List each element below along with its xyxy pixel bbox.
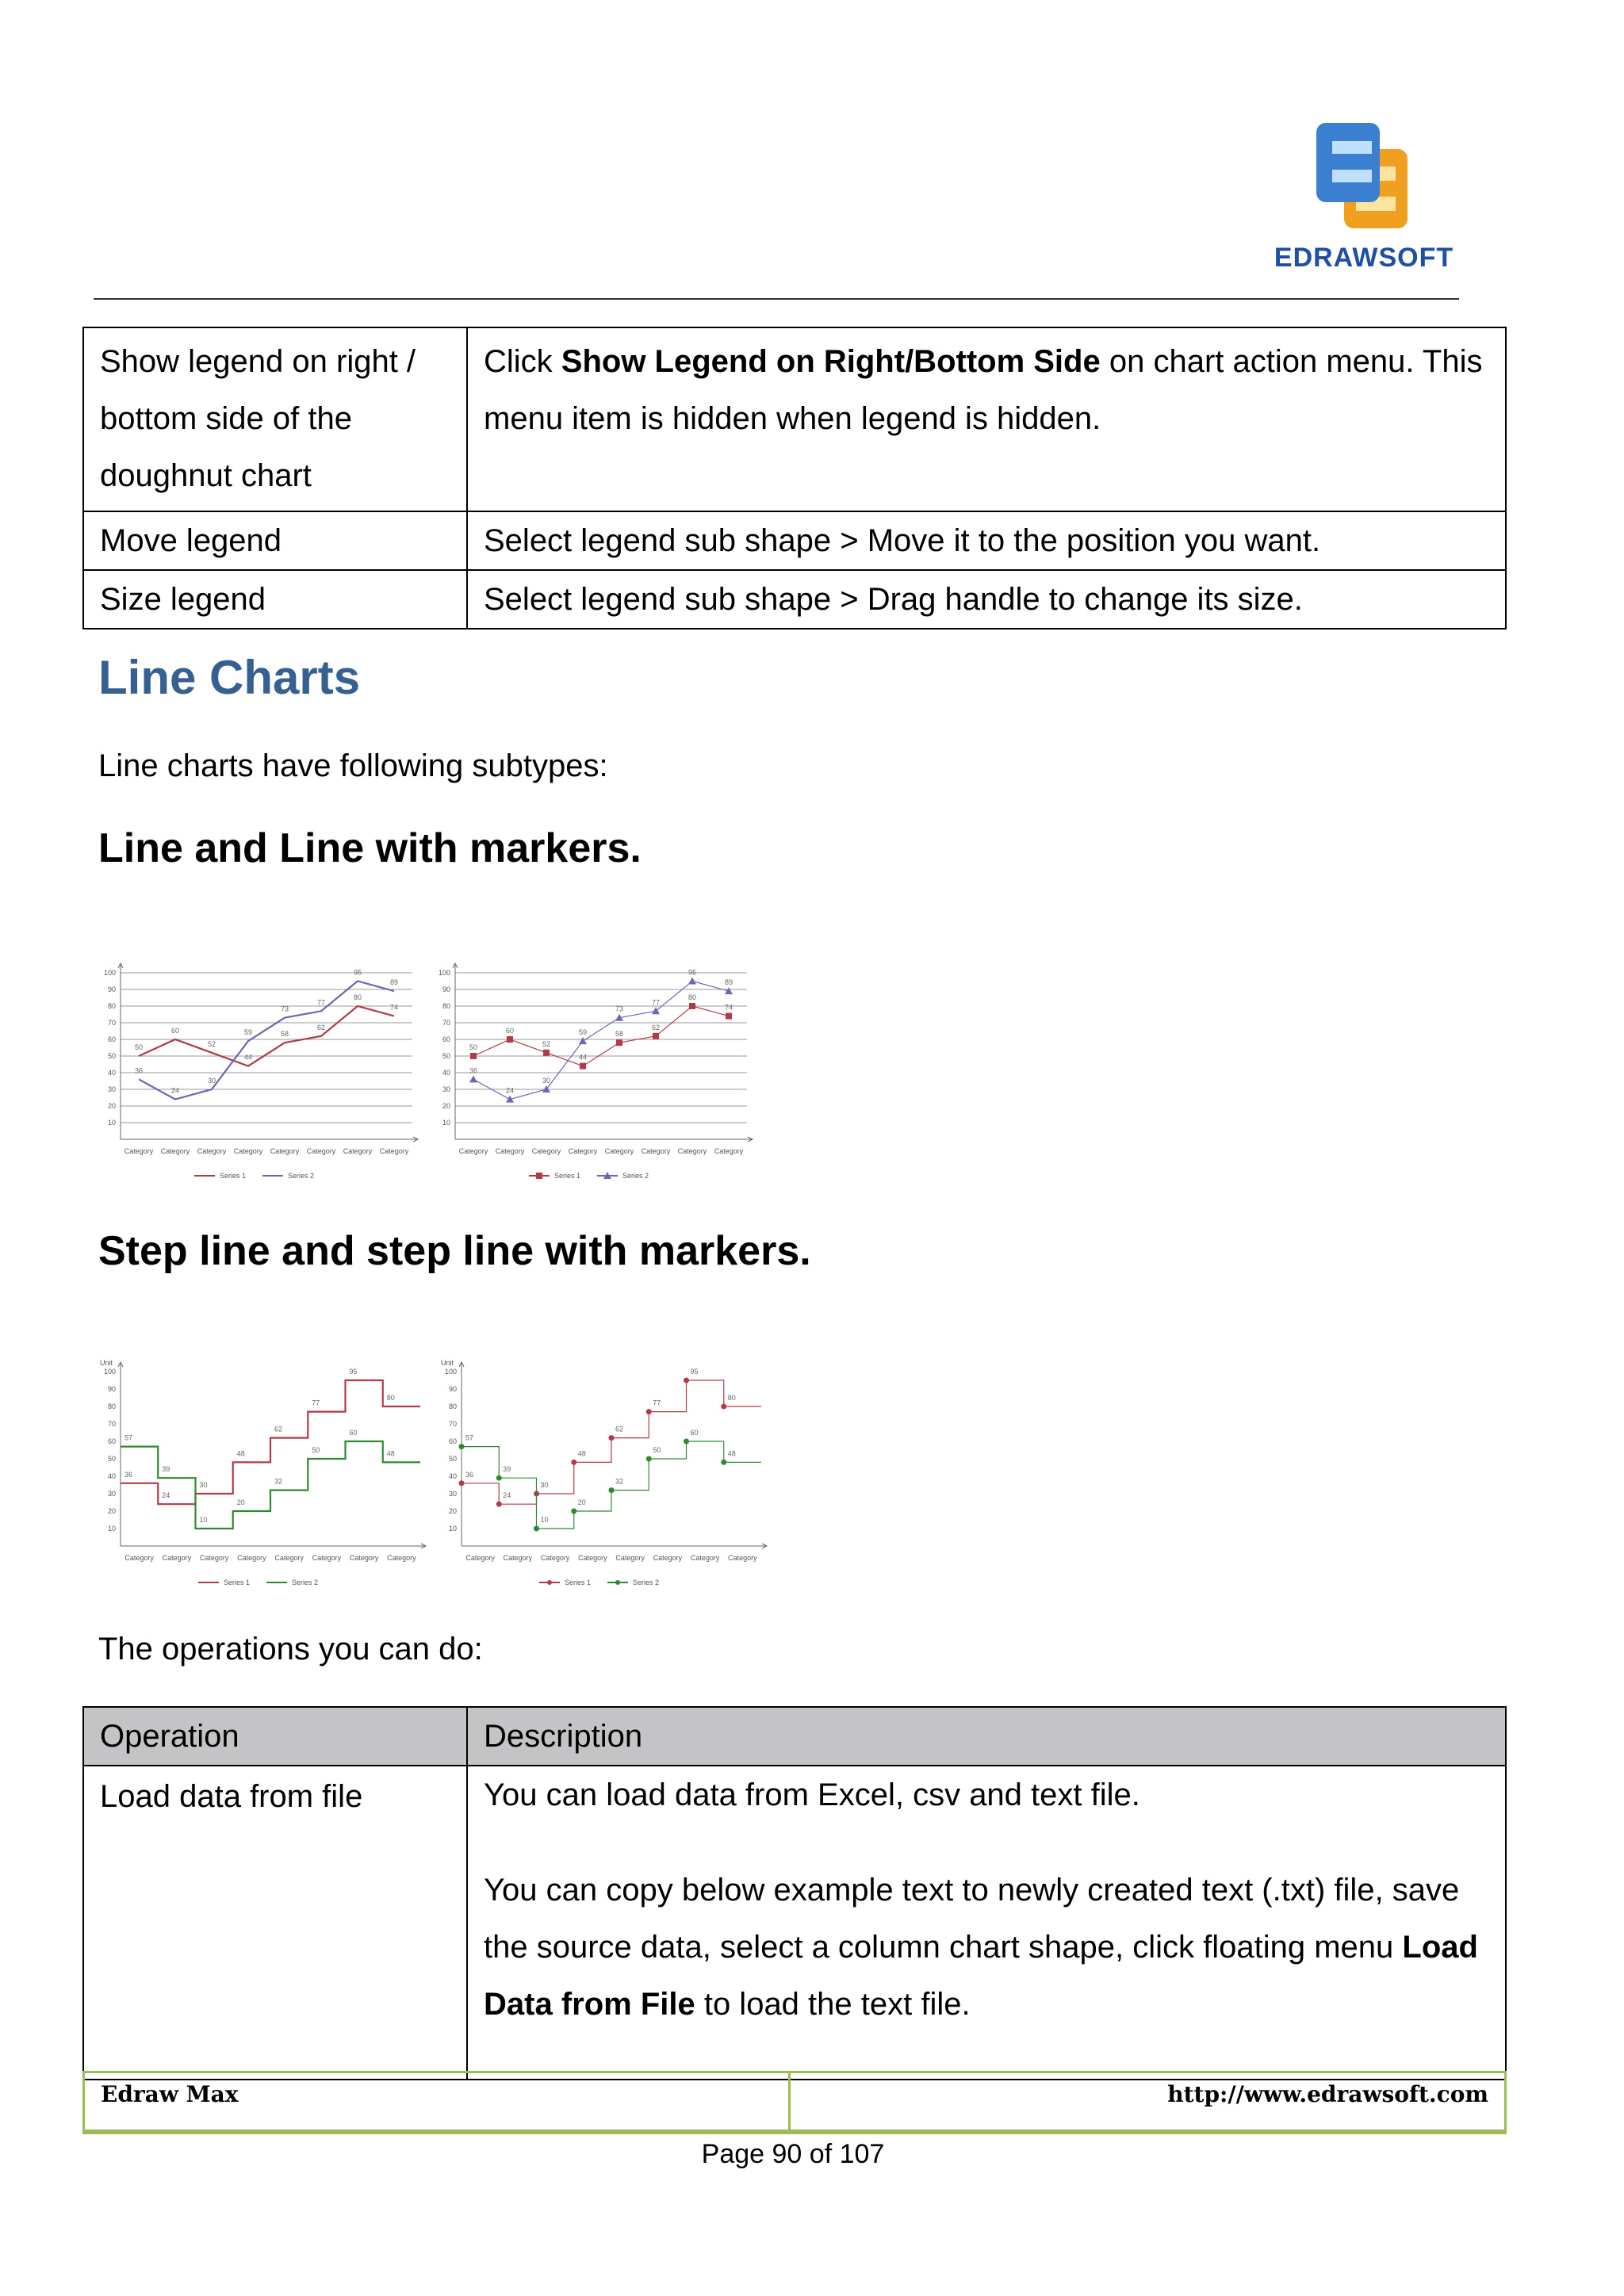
description-cell: Select legend sub shape > Move it to the position you want. bbox=[467, 511, 1506, 570]
data-point bbox=[726, 1013, 732, 1020]
data-label: 30 bbox=[199, 1481, 208, 1489]
footer-url[interactable]: http://www.edrawsoft.com bbox=[1167, 2081, 1488, 2107]
data-point bbox=[571, 1509, 576, 1514]
data-point bbox=[543, 1050, 550, 1056]
legend-label: Series 1 bbox=[220, 1172, 247, 1180]
x-tick-label: Category bbox=[728, 1554, 757, 1562]
page-number: Page 90 of 107 bbox=[701, 2139, 885, 2169]
data-point bbox=[507, 1036, 513, 1043]
data-point bbox=[684, 1439, 689, 1445]
data-label: 32 bbox=[615, 1477, 624, 1486]
x-tick-label: Category bbox=[641, 1147, 671, 1155]
data-label: 52 bbox=[207, 1039, 216, 1048]
data-point bbox=[721, 1460, 726, 1465]
data-label: 30 bbox=[540, 1481, 549, 1489]
data-label: 73 bbox=[280, 1004, 289, 1013]
intro-text: Line charts have following subtypes: bbox=[98, 748, 608, 783]
x-tick-label: Category bbox=[503, 1554, 533, 1562]
y-tick-label: 60 bbox=[448, 1437, 457, 1445]
data-label: 59 bbox=[578, 1028, 588, 1037]
footer-product: Edraw Max bbox=[85, 2073, 791, 2130]
x-tick-label: Category bbox=[270, 1147, 300, 1155]
edrawsoft-logo bbox=[1269, 119, 1459, 274]
x-tick-label: Category bbox=[465, 1554, 495, 1562]
x-tick-label: Category bbox=[714, 1147, 744, 1155]
x-tick-label: Category bbox=[197, 1147, 227, 1155]
data-label: 80 bbox=[353, 993, 362, 1001]
data-point bbox=[470, 1053, 477, 1059]
description-paragraph: You can copy below example text to newly created text (.txt) file, save the source data, select a column chart shape, click floating menu Load Data from File to load the text file. bbox=[484, 1873, 1478, 2022]
data-label: 80 bbox=[386, 1394, 395, 1402]
data-label: 24 bbox=[503, 1491, 511, 1500]
y-tick-label: 20 bbox=[107, 1507, 116, 1515]
x-tick-label: Category bbox=[124, 1554, 154, 1562]
y-tick-label: 20 bbox=[442, 1102, 450, 1110]
data-point bbox=[646, 1456, 652, 1462]
legend-label: Series 2 bbox=[622, 1172, 649, 1180]
logo-text: EDRAWSOFT bbox=[1274, 243, 1454, 273]
x-tick-label: Category bbox=[458, 1147, 488, 1155]
x-tick-label: Category bbox=[343, 1147, 373, 1155]
legend-label: Series 1 bbox=[565, 1578, 592, 1586]
table-row bbox=[83, 570, 1506, 629]
y-tick-label: 10 bbox=[107, 1525, 116, 1533]
data-label: 36 bbox=[469, 1066, 478, 1075]
data-point bbox=[496, 1502, 502, 1507]
x-tick-label: Category bbox=[124, 1147, 154, 1155]
y-tick-label: 40 bbox=[107, 1069, 116, 1077]
heading-line-markers: Line and Line with markers. bbox=[98, 825, 642, 871]
data-point bbox=[496, 1475, 502, 1481]
data-label: 59 bbox=[243, 1028, 253, 1037]
step-line-with-markers-chart bbox=[436, 1354, 769, 1600]
data-label: 48 bbox=[727, 1449, 736, 1458]
line-with-markers-chart bbox=[430, 955, 755, 1193]
edrawsoft-logo-icon bbox=[1308, 119, 1419, 238]
y-tick-label: 40 bbox=[442, 1069, 450, 1077]
y-axis-label: Unit bbox=[441, 1359, 454, 1367]
y-tick-label: 50 bbox=[107, 1052, 116, 1060]
data-label: 39 bbox=[162, 1465, 170, 1474]
data-label: 48 bbox=[236, 1449, 245, 1458]
y-tick-label: 90 bbox=[107, 1385, 116, 1393]
data-label: 30 bbox=[207, 1077, 216, 1085]
data-label: 57 bbox=[124, 1433, 133, 1442]
data-point bbox=[653, 1033, 659, 1039]
y-tick-label: 30 bbox=[107, 1490, 116, 1498]
data-label: 77 bbox=[653, 1399, 661, 1407]
data-label: 89 bbox=[389, 978, 399, 987]
legend-label: Series 2 bbox=[633, 1578, 660, 1586]
x-tick-label: Category bbox=[677, 1147, 707, 1155]
data-point bbox=[688, 978, 696, 985]
data-point bbox=[459, 1480, 465, 1486]
x-tick-label: Category bbox=[540, 1554, 570, 1562]
data-point bbox=[689, 1003, 695, 1009]
data-label: 36 bbox=[124, 1470, 133, 1479]
data-label: 48 bbox=[386, 1449, 395, 1458]
table-row bbox=[83, 511, 1506, 570]
y-tick-label: 10 bbox=[107, 1119, 116, 1127]
y-tick-label: 90 bbox=[448, 1385, 457, 1393]
y-tick-label: 10 bbox=[448, 1525, 457, 1533]
x-tick-label: Category bbox=[233, 1147, 263, 1155]
y-tick-label: 60 bbox=[107, 1035, 116, 1043]
data-label: 20 bbox=[236, 1498, 245, 1506]
data-label: 60 bbox=[505, 1027, 515, 1035]
series-line bbox=[139, 1006, 394, 1066]
x-tick-label: Category bbox=[387, 1554, 416, 1562]
data-label: 89 bbox=[724, 978, 733, 987]
page-footer bbox=[82, 2071, 1507, 2134]
data-label: 50 bbox=[653, 1446, 661, 1454]
data-label: 62 bbox=[274, 1425, 283, 1433]
x-tick-label: Category bbox=[306, 1147, 336, 1155]
operation-cell: Load data from file bbox=[83, 1766, 467, 2080]
data-label: 95 bbox=[353, 968, 362, 977]
y-tick-label: 50 bbox=[448, 1455, 457, 1463]
x-tick-label: Category bbox=[349, 1554, 379, 1562]
y-tick-label: 30 bbox=[107, 1085, 116, 1093]
data-label: 20 bbox=[577, 1498, 586, 1506]
legend-label: Series 1 bbox=[554, 1172, 581, 1180]
data-label: 73 bbox=[615, 1004, 624, 1013]
legend-operations-table bbox=[82, 327, 1507, 629]
data-point bbox=[459, 1444, 465, 1449]
data-point bbox=[609, 1487, 615, 1493]
y-tick-label: 100 bbox=[103, 969, 116, 977]
header-operation: Operation bbox=[83, 1707, 467, 1766]
x-tick-label: Category bbox=[690, 1554, 720, 1562]
y-tick-label: 90 bbox=[107, 985, 116, 993]
data-point bbox=[571, 1460, 576, 1465]
x-tick-label: Category bbox=[160, 1147, 190, 1155]
x-tick-label: Category bbox=[162, 1554, 192, 1562]
data-point bbox=[579, 1037, 587, 1044]
y-tick-label: 80 bbox=[442, 1002, 450, 1010]
y-tick-label: 80 bbox=[107, 1002, 116, 1010]
step-line-chart bbox=[95, 1354, 428, 1600]
heading-step-line: Step line and step line with markers. bbox=[98, 1228, 811, 1274]
data-label: 39 bbox=[503, 1465, 511, 1474]
x-tick-label: Category bbox=[568, 1147, 598, 1155]
y-tick-label: 100 bbox=[438, 969, 450, 977]
data-label: 50 bbox=[469, 1043, 478, 1051]
operations-table bbox=[82, 1706, 1507, 2080]
data-label: 62 bbox=[651, 1023, 661, 1031]
description-cell: Click Show Legend on Right/Bottom Side on chart action menu. This menu item is hidden when legend is hidden. bbox=[467, 327, 1506, 511]
legend-marker bbox=[615, 1580, 620, 1585]
section-title: Line Charts bbox=[98, 651, 361, 704]
description-line: You can load data from Excel, csv and text file. bbox=[484, 1777, 1140, 1812]
legend-marker bbox=[547, 1580, 552, 1585]
data-label: 62 bbox=[316, 1023, 326, 1031]
data-label: 77 bbox=[316, 998, 326, 1007]
y-tick-label: 60 bbox=[442, 1035, 450, 1043]
x-tick-label: Category bbox=[312, 1554, 342, 1562]
data-point bbox=[616, 1039, 622, 1046]
data-label: 60 bbox=[349, 1429, 358, 1437]
y-tick-label: 30 bbox=[448, 1490, 457, 1498]
y-axis-label: Unit bbox=[100, 1359, 113, 1367]
data-point bbox=[534, 1526, 539, 1532]
y-tick-label: 100 bbox=[103, 1368, 116, 1376]
y-tick-label: 10 bbox=[442, 1119, 450, 1127]
table-header-row bbox=[83, 1707, 1506, 1766]
operation-cell: Size legend bbox=[83, 570, 467, 629]
x-tick-label: Category bbox=[495, 1147, 525, 1155]
table-row bbox=[83, 327, 1506, 511]
data-label: 60 bbox=[690, 1429, 699, 1437]
data-label: 44 bbox=[578, 1053, 588, 1062]
y-tick-label: 70 bbox=[448, 1420, 457, 1428]
data-label: 95 bbox=[690, 1368, 699, 1376]
legend-marker bbox=[536, 1173, 542, 1179]
x-tick-label: Category bbox=[653, 1554, 683, 1562]
data-point bbox=[721, 1404, 726, 1410]
data-label: 52 bbox=[542, 1039, 551, 1048]
data-label: 30 bbox=[542, 1077, 551, 1085]
data-label: 24 bbox=[162, 1491, 170, 1500]
y-tick-label: 70 bbox=[107, 1420, 116, 1428]
data-label: 24 bbox=[505, 1086, 515, 1095]
x-tick-label: Category bbox=[604, 1147, 634, 1155]
series-line bbox=[473, 1006, 729, 1066]
table-row bbox=[83, 1766, 1506, 2080]
y-tick-label: 80 bbox=[448, 1402, 457, 1410]
header-description: Description bbox=[467, 1707, 1506, 1766]
y-tick-label: 20 bbox=[448, 1507, 457, 1515]
y-tick-label: 50 bbox=[107, 1455, 116, 1463]
legend-label: Series 2 bbox=[288, 1172, 315, 1180]
data-label: 24 bbox=[170, 1086, 180, 1095]
y-tick-label: 80 bbox=[107, 1402, 116, 1410]
data-point bbox=[580, 1063, 586, 1070]
x-tick-label: Category bbox=[237, 1554, 266, 1562]
y-tick-label: 50 bbox=[442, 1052, 450, 1060]
data-label: 44 bbox=[243, 1053, 253, 1062]
data-point bbox=[684, 1378, 689, 1383]
data-label: 36 bbox=[465, 1470, 474, 1479]
y-tick-label: 70 bbox=[442, 1019, 450, 1027]
y-tick-label: 90 bbox=[442, 985, 450, 993]
description-cell bbox=[467, 1766, 1506, 2080]
data-label: 77 bbox=[651, 998, 661, 1007]
y-tick-label: 40 bbox=[107, 1472, 116, 1480]
data-point bbox=[609, 1435, 615, 1441]
operation-cell: Show legend on right / bottom side of the doughnut chart bbox=[83, 327, 467, 511]
data-label: 95 bbox=[349, 1368, 358, 1376]
x-tick-label: Category bbox=[531, 1147, 561, 1155]
y-tick-label: 70 bbox=[107, 1019, 116, 1027]
data-label: 58 bbox=[280, 1030, 289, 1039]
legend-label: Series 1 bbox=[224, 1578, 251, 1586]
line-chart bbox=[95, 955, 420, 1193]
header-divider bbox=[94, 298, 1459, 300]
x-tick-label: Category bbox=[199, 1554, 229, 1562]
data-label: 50 bbox=[312, 1446, 320, 1454]
x-tick-label: Category bbox=[274, 1554, 304, 1562]
data-label: 32 bbox=[274, 1477, 283, 1486]
data-label: 50 bbox=[134, 1043, 144, 1051]
series-line bbox=[462, 1380, 761, 1504]
data-label: 74 bbox=[724, 1003, 733, 1012]
y-tick-label: 30 bbox=[442, 1085, 450, 1093]
x-tick-label: Category bbox=[379, 1147, 409, 1155]
data-label: 10 bbox=[540, 1516, 549, 1524]
data-label: 62 bbox=[615, 1425, 624, 1433]
operation-cell: Move legend bbox=[83, 511, 467, 570]
legend-label: Series 2 bbox=[292, 1578, 319, 1586]
y-tick-label: 40 bbox=[448, 1472, 457, 1480]
data-label: 95 bbox=[688, 968, 697, 977]
data-label: 77 bbox=[312, 1399, 320, 1407]
y-tick-label: 100 bbox=[444, 1368, 457, 1376]
x-tick-label: Category bbox=[578, 1554, 607, 1562]
data-label: 57 bbox=[465, 1433, 474, 1442]
data-label: 74 bbox=[389, 1003, 399, 1012]
operations-intro: The operations you can do: bbox=[98, 1632, 483, 1667]
data-label: 36 bbox=[134, 1066, 144, 1075]
data-label: 80 bbox=[688, 993, 697, 1001]
y-tick-label: 20 bbox=[107, 1102, 116, 1110]
x-tick-label: Category bbox=[615, 1554, 645, 1562]
data-label: 58 bbox=[615, 1030, 624, 1039]
data-label: 60 bbox=[170, 1027, 180, 1035]
data-label: 48 bbox=[577, 1449, 586, 1458]
data-point bbox=[646, 1409, 652, 1414]
description-cell: Select legend sub shape > Drag handle to change its size. bbox=[467, 570, 1506, 629]
data-label: 80 bbox=[727, 1394, 736, 1402]
data-label: 10 bbox=[199, 1516, 208, 1524]
y-tick-label: 60 bbox=[107, 1437, 116, 1445]
data-point bbox=[469, 1075, 477, 1082]
